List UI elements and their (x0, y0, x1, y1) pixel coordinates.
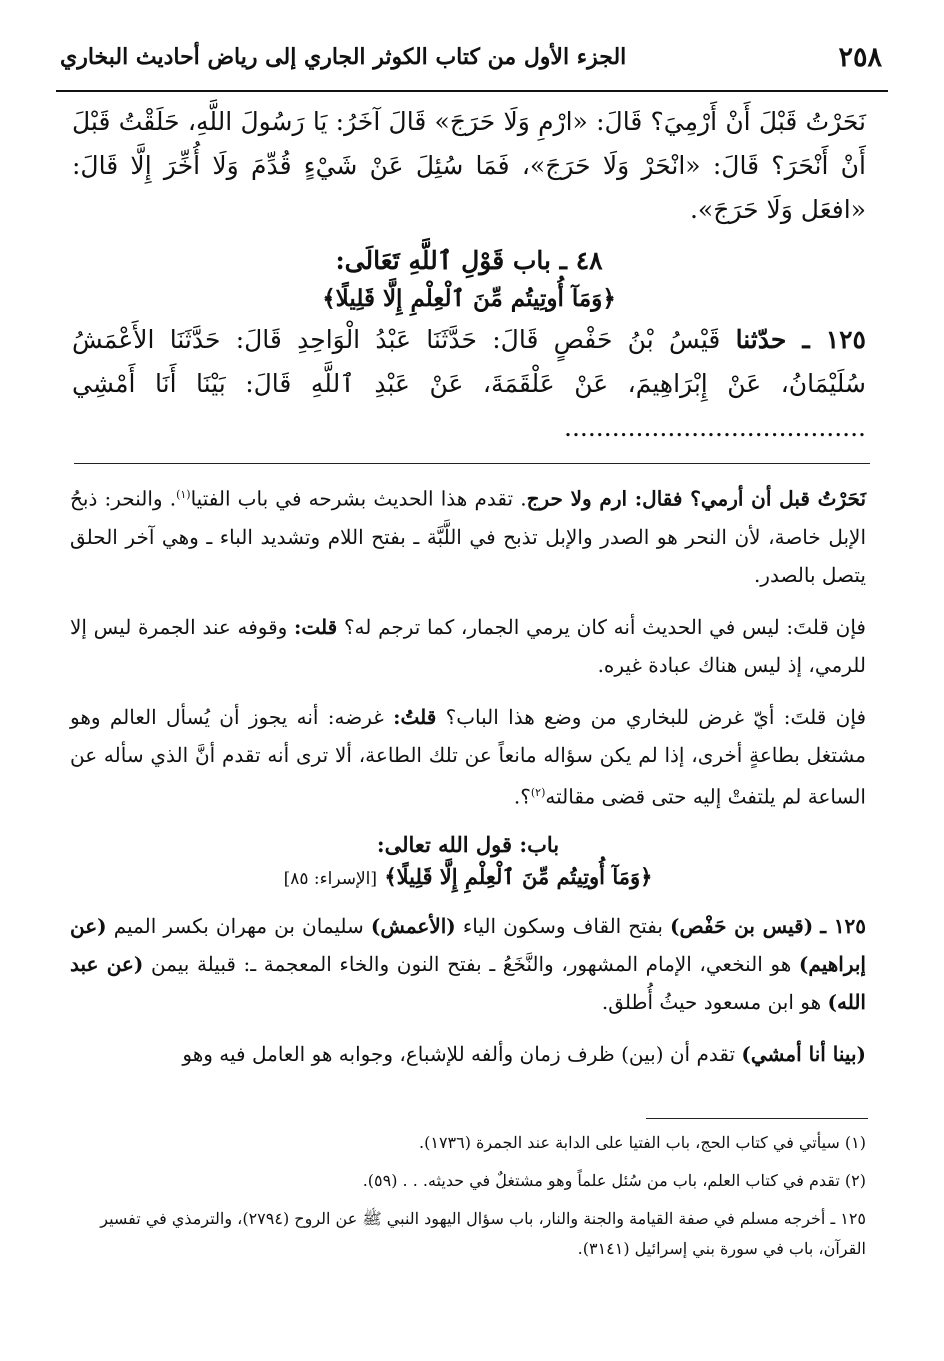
footnote-hadith-125: ١٢٥ ـ أخرجه مسلم في صفة القيامة والجنة والنار، باب سؤال اليهود النبي ﷺ عن الروح (٢٧٩٤)، والترمذي في تفسير القرآن، باب في سورة بني إسرائيل (٣١٤١). (100, 1209, 866, 1258)
chapter-heading: ٤٨ ـ باب قَوْلِ ٱللَّهِ تَعَالَى: (335, 246, 603, 275)
commentary-block (70, 476, 866, 1087)
hadith-number: ١٢٥ ـ (820, 914, 867, 939)
verse-text: ﴿وَمَآ أُوتِيتُم مِّنَ ٱلْعِلْمِ إِلَّا قَلِيلًا﴾ (384, 864, 653, 890)
hadith-text-block (72, 100, 866, 450)
quoted-phrase: (عن إبراهيم) (70, 914, 866, 977)
commentary-paragraph-5 (70, 1035, 866, 1073)
footnotes (70, 1128, 866, 1272)
commentary-text: ؟. (513, 784, 531, 809)
chapter-verse: ﴿وَمَآ أُوتِيتُم مِّنَ ٱلْعِلْمِ إِلَّا قَلِيلًا﴾ (322, 285, 616, 312)
page-header (60, 34, 882, 86)
answer-marker: قلتُ: (393, 704, 437, 729)
verse-reference: [الإسراء: ٨٥] (283, 869, 378, 890)
text-commentary-separator (74, 463, 870, 464)
commentary-text: بفتح القاف وسكون الياء (462, 914, 663, 939)
hadith-number-label: ١٢٥ ـ حدّثنا (735, 325, 866, 354)
footnote-ref-1[interactable]: (١) (176, 488, 191, 501)
running-title: الجزء الأول من كتاب الكوثر الجاري إلى رياض أحاديث البخاري (60, 44, 627, 70)
commentary-text: هو النخعي، الإمام المشهور، والنَّخَعُ ـ بفتح النون والخاء المعجمة ـ: قبيلة بيمن (150, 952, 792, 977)
footnote-divider (646, 1118, 868, 1119)
quoted-phrase: نَحَرْتُ قبل أن أرمي؟ فقال: ارم ولا حرج (526, 486, 867, 511)
quoted-phrase: (بينا أنا أمشي) (741, 1042, 866, 1067)
hadith-continuation: نَحَرْتُ قَبْلَ أَنْ أَرْمِيَ؟ قَالَ: «ارْمِ وَلَا حَرَجَ» قَالَ آخَرُ: يَا رَسُولَ اللَّهِ، حَلَقْتُ قَبْلَ أَنْ أَنْحَرَ؟ قَالَ: «انْحَرْ وَلَا حَرَجَ»، فَمَا سُئِلَ عَنْ شَيْءٍ قُدِّمَ وَلَا أُخِّرَ إِلَّا قَالَ: «افعَل وَلَا حَرَجَ». (72, 107, 866, 224)
continuation-dots: ...................................... (564, 413, 866, 442)
page-number: ٢٥٨ (838, 42, 882, 73)
commentary-paragraph-4 (70, 907, 866, 1021)
chapter-heading-block (72, 242, 866, 318)
commentary-text: غرضه: أنه يجوز أن يُسأل العالم وهو مشتغل بطاعةٍ أخرى، إذا لم يكن سؤاله مانعاً عن تلك الطاعة، ألا ترى أنه تقدم أنَّ الذي سأله عن الساعة لم يلتفتْ إليه حتى قضى مقالته (70, 704, 866, 809)
commentary-chapter-heading (70, 829, 866, 895)
commentary-text: فإن قلتَ: ليس في الحديث أنه كان يرمي الجمار، كما ترجم له؟ (343, 614, 866, 639)
commentary-text: سليمان بن مهران بكسر الميم (113, 914, 364, 939)
commentary-paragraph-2 (70, 608, 866, 684)
commentary-text: تقدم أن (بين) ظرف زمان وألفه للإشباع، وجوابه هو العامل فيه وهو (182, 1042, 736, 1067)
commentary-paragraph-1 (70, 476, 866, 594)
commentary-text: هو ابن مسعود حيثُ أُطلق. (601, 990, 822, 1015)
answer-marker: قلت: (294, 614, 338, 639)
commentary-paragraph-3 (70, 698, 866, 816)
quoted-phrase: (الأعمش) (370, 914, 456, 939)
commentary-text: . والنحر: ذبحُ الإبل خاصة، لأن النحر هو الصدر والإبل تذبح في اللَّبَّة ـ بفتح اللام وتشديد الباء ـ وهي آخر الحلق يتصل بالصدر. (70, 486, 866, 587)
hadith-125-text: قَيْسُ بْنُ حَفْصٍ قَالَ: حَدَّثَنَا عَبْدُ الْوَاحِدِ قَالَ: حَدَّثَنَا الأَعْمَشُ سُلَيْمَانُ، عَنْ إِبْرَاهِيمَ، عَنْ عَلْقَمَةَ، عَنْ عَبْدِ ٱللَّهِ قَالَ: بَيْنَا أَنَا أَمْشِي (72, 325, 866, 398)
footnote-ref-2[interactable]: (٢) (530, 785, 546, 799)
commentary-heading-verse (70, 861, 866, 895)
quoted-phrase: (قيس بن حَفْص) (670, 914, 814, 939)
commentary-text: وقوفه عند الجمرة ليس إلا للرمي، إذ ليس هناك عبادة غيره. (70, 614, 866, 677)
commentary-heading: باب: قول الله تعالى: (376, 832, 560, 858)
commentary-text: فإن قلتَ: أيّ غرض للبخاري من وضع هذا الباب؟ (445, 704, 867, 729)
commentary-text: . تقدم هذا الحديث بشرحه في باب الفتيا (190, 486, 527, 511)
quoted-phrase: (عن عبد الله) (70, 952, 866, 1015)
footnote-2: (٢) تقدم في كتاب العلم، باب من سُئل علماً وهو مشتغلٌ في حديثه. . . (٥٩). (362, 1171, 866, 1190)
hadith-125 (72, 318, 866, 450)
header-divider (56, 90, 888, 92)
footnote-1: (١) سيأتي في كتاب الحج، باب الفتيا على الدابة عند الجمرة (١٧٣٦). (419, 1133, 866, 1152)
